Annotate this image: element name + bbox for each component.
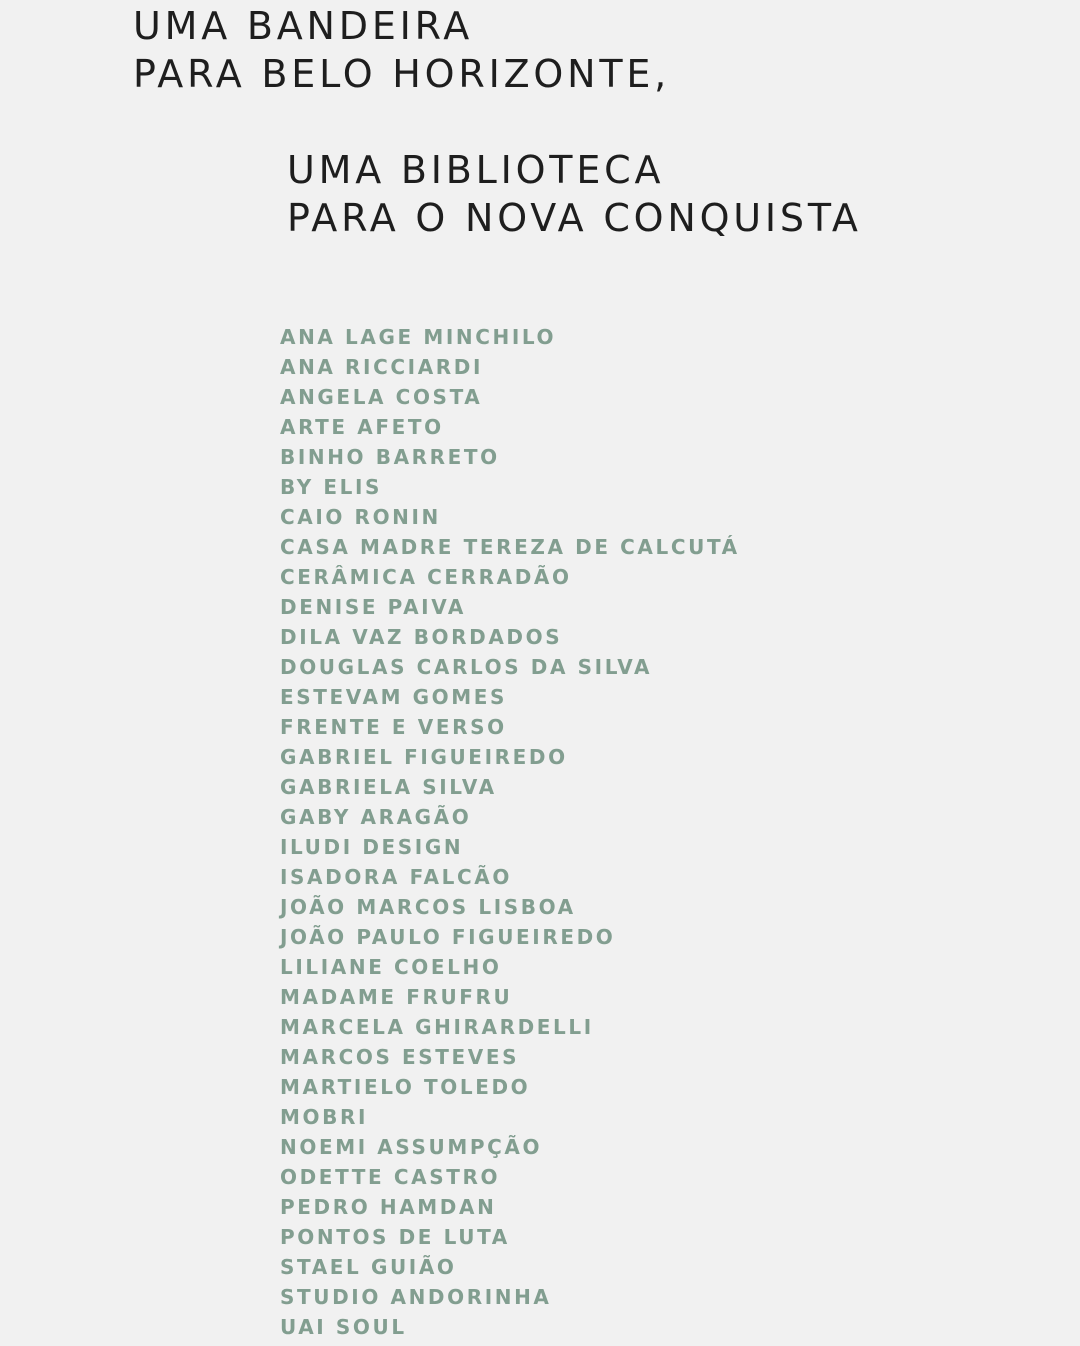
name-item: DENISE PAIVA xyxy=(280,595,467,619)
name-item: MARCOS ESTEVES xyxy=(280,1045,520,1069)
name-item: CAIO RONIN xyxy=(280,505,441,529)
heading-bandeira-line-2: PARA BELO HORIZONTE, xyxy=(133,52,671,96)
name-item: ANA LAGE MINCHILO xyxy=(280,325,557,349)
heading-bandeira xyxy=(133,2,670,98)
heading-bandeira-line-1: UMA BANDEIRA xyxy=(133,4,474,48)
name-item: PONTOS DE LUTA xyxy=(280,1225,510,1249)
name-item: MARTIELO TOLEDO xyxy=(280,1075,531,1099)
name-item: GABY ARAGÃO xyxy=(280,805,472,829)
name-item: UAI SOUL xyxy=(280,1315,407,1339)
heading-biblioteca-line-1: UMA BIBLIOTECA xyxy=(287,148,665,192)
name-item: PEDRO HAMDAN xyxy=(280,1195,497,1219)
name-item: MARCELA GHIRARDELLI xyxy=(280,1015,594,1039)
name-item: MADAME FRUFRU xyxy=(280,985,513,1009)
name-item: NOEMI ASSUMPÇÃO xyxy=(280,1135,543,1159)
name-item: LILIANE COELHO xyxy=(280,955,502,979)
name-item: ODETTE CASTRO xyxy=(280,1165,501,1189)
name-item: ILUDI DESIGN xyxy=(280,835,464,859)
name-item: STUDIO ANDORINHA xyxy=(280,1285,552,1309)
name-item: BY ELIS xyxy=(280,475,383,499)
heading-biblioteca-line-2: PARA O NOVA CONQUISTA xyxy=(287,196,862,240)
name-item: DILA VAZ BORDADOS xyxy=(280,625,563,649)
name-item: GABRIELA SILVA xyxy=(280,775,497,799)
name-item: JOÃO PAULO FIGUEIREDO xyxy=(280,925,616,949)
heading-biblioteca xyxy=(287,146,862,242)
name-item: ANGELA COSTA xyxy=(280,385,483,409)
name-item: MOBRI xyxy=(280,1105,368,1129)
name-item: ARTE AFETO xyxy=(280,415,444,439)
name-item: ANA RICCIARDI xyxy=(280,355,484,379)
name-item: JOÃO MARCOS LISBOA xyxy=(280,895,576,919)
name-item: CASA MADRE TEREZA DE CALCUTÁ xyxy=(280,535,740,559)
name-item: CERÂMICA CERRADÃO xyxy=(280,565,572,589)
name-item: ESTEVAM GOMES xyxy=(280,685,508,709)
name-item: ISADORA FALCÃO xyxy=(280,865,512,889)
name-item: GABRIEL FIGUEIREDO xyxy=(280,745,568,769)
name-item: FRENTE E VERSO xyxy=(280,715,507,739)
name-item: STAEL GUIÃO xyxy=(280,1255,457,1279)
names-list xyxy=(280,322,740,1342)
name-item: BINHO BARRETO xyxy=(280,445,500,469)
name-item: DOUGLAS CARLOS DA SILVA xyxy=(280,655,653,679)
